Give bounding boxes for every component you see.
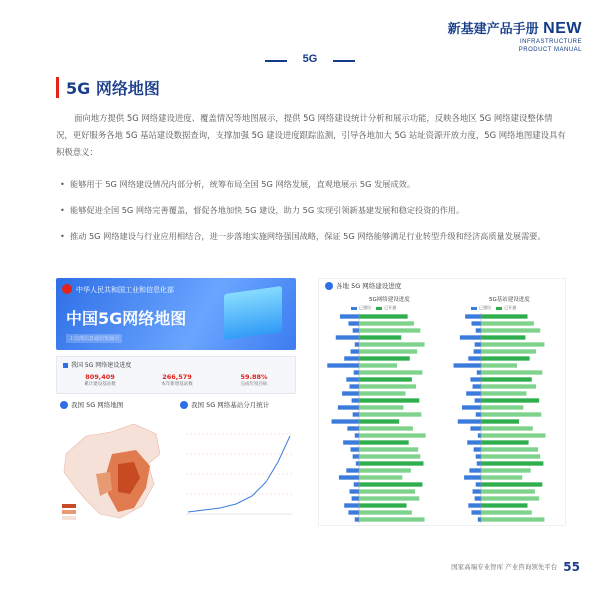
bar-built: [347, 426, 359, 430]
bar-opened: [359, 510, 412, 514]
legend-swatch: [496, 307, 502, 310]
bar-built: [474, 349, 481, 353]
bar-opened: [481, 328, 540, 332]
bar-built: [462, 405, 481, 409]
bar-built: [356, 461, 359, 465]
bar-opened: [359, 447, 418, 451]
chart2-title: 5G基站建设进度: [489, 297, 530, 303]
bar-opened: [359, 426, 413, 430]
brand-block: [448, 18, 582, 54]
bar-opened: [359, 419, 399, 423]
chart1-legend: 已建设 已开通: [347, 305, 396, 311]
bar-built: [474, 447, 481, 451]
divider-right: [333, 60, 355, 62]
bar-built: [353, 454, 359, 458]
bar-opened: [481, 377, 532, 381]
bar-opened: [481, 356, 530, 360]
bar-built: [353, 412, 359, 416]
bar-built: [476, 328, 481, 332]
bar-built: [354, 482, 359, 486]
bar-built: [339, 475, 359, 479]
brand-cn: 新基建产品手册: [447, 22, 539, 37]
map-screenshot-right: [318, 278, 566, 526]
bar-built: [476, 482, 481, 486]
progress-card: [56, 356, 296, 394]
bar-opened: [481, 447, 538, 451]
bar-opened: [359, 321, 414, 325]
bar-opened: [481, 342, 544, 346]
bar-opened: [359, 496, 419, 500]
bar-built: [336, 335, 359, 339]
brand-en: NEW: [543, 20, 582, 37]
bar-opened: [481, 503, 528, 507]
bar-built: [471, 321, 481, 325]
bar-opened: [359, 377, 412, 381]
bar-opened: [359, 468, 411, 472]
bar-built: [470, 426, 481, 430]
stat-value: 266,579: [162, 373, 192, 381]
banner-title: 中国5G网络地图: [66, 309, 187, 328]
bar-built: [475, 496, 481, 500]
bar-built: [344, 503, 359, 507]
bar-opened: [481, 363, 517, 367]
bullet-item: • 推动 5G 网络建设与行业应用相结合，进一步落地实施网络强国战略，保证 5G 网络能够满足行业转型升级和经济高质量发展需要。: [60, 228, 570, 244]
bar-opened: [481, 440, 529, 444]
bar-opened: [359, 482, 422, 486]
bar-chart-network: [323, 313, 439, 523]
china-map-card: [56, 400, 168, 526]
section-label: 5G: [302, 53, 318, 65]
bar-opened: [481, 426, 533, 430]
bar-built: [473, 384, 481, 388]
bullet-list: [60, 176, 570, 254]
bar-built: [467, 440, 481, 444]
bar-opened: [481, 391, 526, 395]
server-illustration-icon: [224, 286, 282, 340]
bar-built: [475, 398, 481, 402]
location-icon: [325, 282, 333, 290]
bar-built: [343, 440, 359, 444]
bar-opened: [481, 475, 522, 479]
bar-built: [475, 342, 481, 346]
bar-opened: [359, 342, 425, 346]
location-icon: [60, 401, 68, 409]
bar-opened: [359, 398, 419, 402]
stat-label: 完成年度目标: [240, 382, 268, 387]
banner-sub: 工信部信息通信发展司: [66, 334, 122, 343]
bar-opened: [481, 510, 532, 514]
bar-built: [332, 419, 359, 423]
bar-opened: [359, 461, 423, 465]
bar-opened: [481, 517, 544, 521]
bar-opened: [359, 475, 402, 479]
bar-built: [473, 489, 481, 493]
bar-opened: [481, 412, 541, 416]
bar-opened: [481, 335, 525, 339]
bar-opened: [481, 321, 534, 325]
bar-built: [470, 377, 481, 381]
bar-built: [355, 517, 359, 521]
bar-built: [346, 468, 359, 472]
bar-built: [349, 489, 359, 493]
map-screenshot-left: [56, 278, 296, 526]
bar-opened: [481, 461, 543, 465]
section-tag: [265, 53, 355, 67]
stat-target: [219, 373, 289, 387]
bar-opened: [359, 433, 426, 437]
bar-opened: [481, 349, 536, 353]
bar-built: [466, 391, 481, 395]
bar-opened: [481, 482, 542, 486]
bar-opened: [359, 454, 420, 458]
bar-opened: [359, 412, 421, 416]
trend-card-title: 我国 5G 网络基站分月统计: [180, 400, 269, 409]
bar-opened: [481, 405, 523, 409]
bullet-item: • 能够促进全国 5G 网络完善覆盖，督促各地加快 5G 建设，助力 5G 实现引领新基建发展和稳定投资的作用。: [60, 202, 570, 218]
bar-built: [338, 405, 359, 409]
bullet-item: • 能够用于 5G 网络建设情况内部分析，统筹布局全国 5G 网络发展，直观地展示 5G 发展成效。: [60, 176, 570, 192]
bar-built: [355, 433, 359, 437]
bar-built: [454, 363, 481, 367]
monthly-trend-card: [176, 400, 296, 526]
bar-built: [353, 328, 359, 332]
brand-title: [448, 18, 582, 38]
intro-paragraph: 面向地方提供 5G 网络建设进度、覆盖情况等地图展示，提供 5G 网络建设统计分析和展示功能，反映各地区 5G 网络建设整体情况，更好服务各地 5G 基站建设数据查询，支撑加强 5G 建设进度跟踪监测，引导各地加大 5G 站址资源开放力度，5G 网络地图建设具有积极意义：: [56, 113, 566, 157]
bar-built: [477, 461, 481, 465]
legend-swatch: [471, 307, 477, 310]
bar-opened: [359, 349, 417, 353]
footer: [451, 560, 580, 574]
bar-opened: [359, 335, 401, 339]
bar-opened: [359, 517, 425, 521]
stat-new: [142, 373, 212, 387]
bar-built: [346, 377, 359, 381]
bar-opened: [359, 370, 422, 374]
bar-opened: [359, 384, 416, 388]
bar-built: [342, 391, 359, 395]
bar-built: [355, 342, 359, 346]
bar-opened: [481, 419, 519, 423]
bar-opened: [359, 440, 409, 444]
bar-built: [327, 363, 359, 367]
bar-built: [352, 496, 359, 500]
bar-built: [352, 398, 359, 402]
bar-built: [476, 412, 481, 416]
bar-built: [351, 349, 359, 353]
bar-chart-basestation: [445, 313, 561, 523]
progress-card-title: 我国 5G 网络建设进度: [63, 360, 131, 369]
bar-built: [476, 454, 481, 458]
bar-opened: [481, 454, 540, 458]
stat-label: 累计建设基站数: [84, 382, 116, 387]
brand-sub-2: PRODUCT MANUAL: [518, 47, 582, 53]
bar-built: [478, 433, 481, 437]
bar-opened: [481, 496, 539, 500]
bar-built: [349, 384, 359, 388]
page-title: 5G 网络地图: [66, 79, 160, 98]
bar-built: [344, 356, 359, 360]
bar-built: [354, 370, 359, 374]
bar-built: [477, 370, 481, 374]
stat-value: 59.88%: [240, 373, 268, 381]
ministry-name: 中华人民共和国工业和信息化部: [76, 286, 174, 294]
brand-sub-1: INFRASTRUCTURE: [520, 39, 582, 45]
china-map-graphic: [56, 414, 168, 526]
bar-opened: [481, 468, 531, 472]
stat-value: 809,409: [85, 373, 115, 381]
bar-opened: [359, 363, 397, 367]
trend-line-chart: [176, 416, 296, 526]
bar-built: [340, 314, 359, 318]
bar-opened: [481, 398, 539, 402]
footer-text: 国家高端专业智库 产业咨询领先平台: [451, 563, 558, 571]
map-card-title: 我国 5G 网络地图: [60, 400, 123, 409]
bar-opened: [359, 328, 420, 332]
bar-opened: [481, 433, 545, 437]
bar-opened: [359, 503, 407, 507]
stat-built: [65, 373, 135, 387]
bar-opened: [359, 405, 403, 409]
bar-opened: [481, 489, 535, 493]
title-accent: [56, 77, 59, 98]
bar-built: [460, 335, 481, 339]
bar-built: [464, 475, 481, 479]
stat-label: 本年新增基站数: [161, 382, 193, 387]
bar-built: [468, 356, 481, 360]
chart1-title: 5G网络建设进度: [369, 297, 410, 303]
emblem-icon: [62, 284, 72, 294]
bar-opened: [359, 356, 410, 360]
bar-built: [348, 510, 359, 514]
bar-built: [351, 447, 359, 451]
legend-swatch: [351, 307, 357, 310]
bar-opened: [359, 314, 408, 318]
bar-built: [469, 468, 481, 472]
chart-icon: [180, 401, 188, 409]
bar-built: [348, 321, 359, 325]
bar-opened: [359, 391, 406, 395]
legend-swatch: [376, 307, 382, 310]
bar-opened: [481, 370, 542, 374]
bar-built: [468, 503, 481, 507]
bar-opened: [481, 384, 536, 388]
bar-opened: [481, 314, 528, 318]
right-panel-title: 各地 5G 网络建设进度: [325, 281, 401, 290]
bar-built: [478, 517, 481, 521]
page-number: 55: [563, 560, 580, 574]
bar-built: [471, 510, 481, 514]
chart2-legend: 已建设 已开通: [467, 305, 516, 311]
bar-built: [458, 419, 481, 423]
banner: [56, 278, 296, 350]
bar-built: [465, 314, 481, 318]
card-marker-icon: [63, 363, 68, 368]
bar-opened: [359, 489, 415, 493]
